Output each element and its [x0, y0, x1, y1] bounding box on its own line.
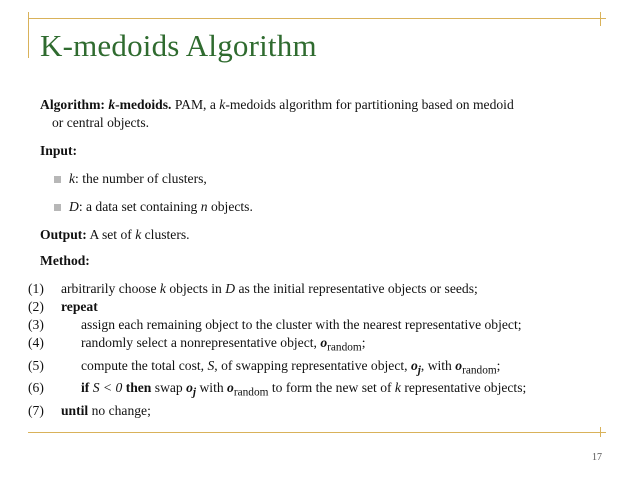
step-subscript: j: [192, 387, 197, 400]
step-text: arbitrarily choose: [61, 281, 160, 296]
algorithm-desc-2: -medoids algorithm for partitioning based on medoid: [225, 97, 514, 112]
input-var-d: D: [69, 199, 79, 214]
input-text-d-1: : a data set containing: [78, 199, 201, 214]
step-var-k: k: [159, 281, 166, 296]
algorithm-name-k: k: [108, 97, 116, 112]
step-keyword-if: if: [81, 380, 90, 396]
step-number: (5): [28, 357, 44, 373]
frame-bottom-right-line: [600, 427, 601, 437]
input-var-n: n: [200, 199, 208, 214]
step-number: (1): [28, 281, 44, 296]
step-number: (6): [28, 380, 44, 396]
step-number: (4): [28, 335, 44, 350]
step-condition: S < 0: [89, 380, 126, 396]
step-number: (7): [28, 403, 44, 419]
step-keyword-then: then: [125, 380, 152, 396]
method-step-2: [28, 298, 600, 316]
step-text: assign each remaining object to the cluster with the nearest representative object;: [81, 317, 522, 332]
input-item-d: [54, 198, 600, 216]
frame-right-line: [600, 12, 601, 26]
step-var-o: o: [227, 380, 234, 396]
output-var-k: k: [135, 227, 142, 242]
method-step-6: [28, 379, 600, 402]
step-var-o: o: [410, 357, 418, 373]
step-var-d: D: [225, 281, 236, 296]
step-number: (2): [28, 299, 44, 314]
method-step-4: [28, 334, 600, 357]
algorithm-label: Algorithm:: [40, 97, 105, 112]
step-text: compute the total cost,: [81, 357, 208, 373]
input-label: Input:: [40, 143, 78, 158]
output-text-2: clusters.: [141, 227, 190, 242]
method-steps: [28, 280, 600, 420]
input-item-k: [54, 170, 600, 188]
step-text: randomly select a nonrepresentative object,: [81, 335, 321, 350]
step-subscript: j: [417, 364, 421, 377]
step-text: ;: [361, 335, 366, 350]
method-step-7: [28, 402, 600, 420]
algorithm-name-rest: -medoids.: [115, 97, 172, 112]
algorithm-desc-1: PAM, a: [171, 97, 220, 112]
input-text-k: : the number of clusters,: [75, 171, 207, 186]
algorithm-desc-k: k: [219, 97, 226, 112]
step-subscript: random: [233, 387, 269, 400]
frame-bottom-line: [28, 432, 606, 433]
slide-title: K-medoids Algorithm: [40, 28, 317, 63]
step-var-o: o: [186, 380, 193, 396]
step-text: with: [196, 380, 228, 396]
step-keyword-until: until: [61, 403, 89, 419]
step-var-k: k: [394, 380, 401, 396]
method-label: Method:: [40, 253, 90, 268]
step-var-o: o: [455, 357, 463, 373]
step-number: (3): [28, 317, 44, 332]
output-label: Output:: [40, 227, 87, 242]
square-bullet-icon: [54, 204, 61, 211]
frame-top-line: [28, 18, 606, 19]
step-text: no change;: [88, 403, 151, 419]
step-text: representative objects;: [400, 380, 527, 396]
step-var-o: o: [320, 335, 328, 350]
step-text: to form the new set of: [268, 380, 395, 396]
algorithm-desc-line2: or central objects.: [52, 115, 150, 130]
square-bullet-icon: [54, 176, 61, 183]
step-text: ;: [496, 357, 501, 373]
slide-number: 17: [592, 452, 602, 463]
step-text: , with: [420, 357, 456, 373]
step-text: as the initial representative objects or seeds;: [235, 281, 478, 296]
step-text: swap: [151, 380, 187, 396]
algorithm-content: [28, 96, 600, 420]
input-list: [40, 170, 600, 216]
input-text-d-2: objects.: [207, 199, 253, 214]
output-text-1: A set of: [86, 227, 136, 242]
step-text: , of swapping representative object,: [214, 357, 411, 373]
step-text: objects in: [165, 281, 226, 296]
step-var-s: S: [207, 357, 215, 373]
step-subscript: random: [327, 341, 362, 354]
method-step-3: [28, 316, 600, 334]
method-step-1: [28, 280, 600, 298]
output-line: [40, 226, 600, 244]
method-step-5: [28, 357, 600, 380]
algorithm-header: [40, 96, 600, 114]
input-var-k: k: [69, 171, 76, 186]
step-keyword-repeat: repeat: [61, 299, 98, 314]
frame-left-line: [28, 12, 29, 58]
step-subscript: random: [462, 364, 497, 377]
